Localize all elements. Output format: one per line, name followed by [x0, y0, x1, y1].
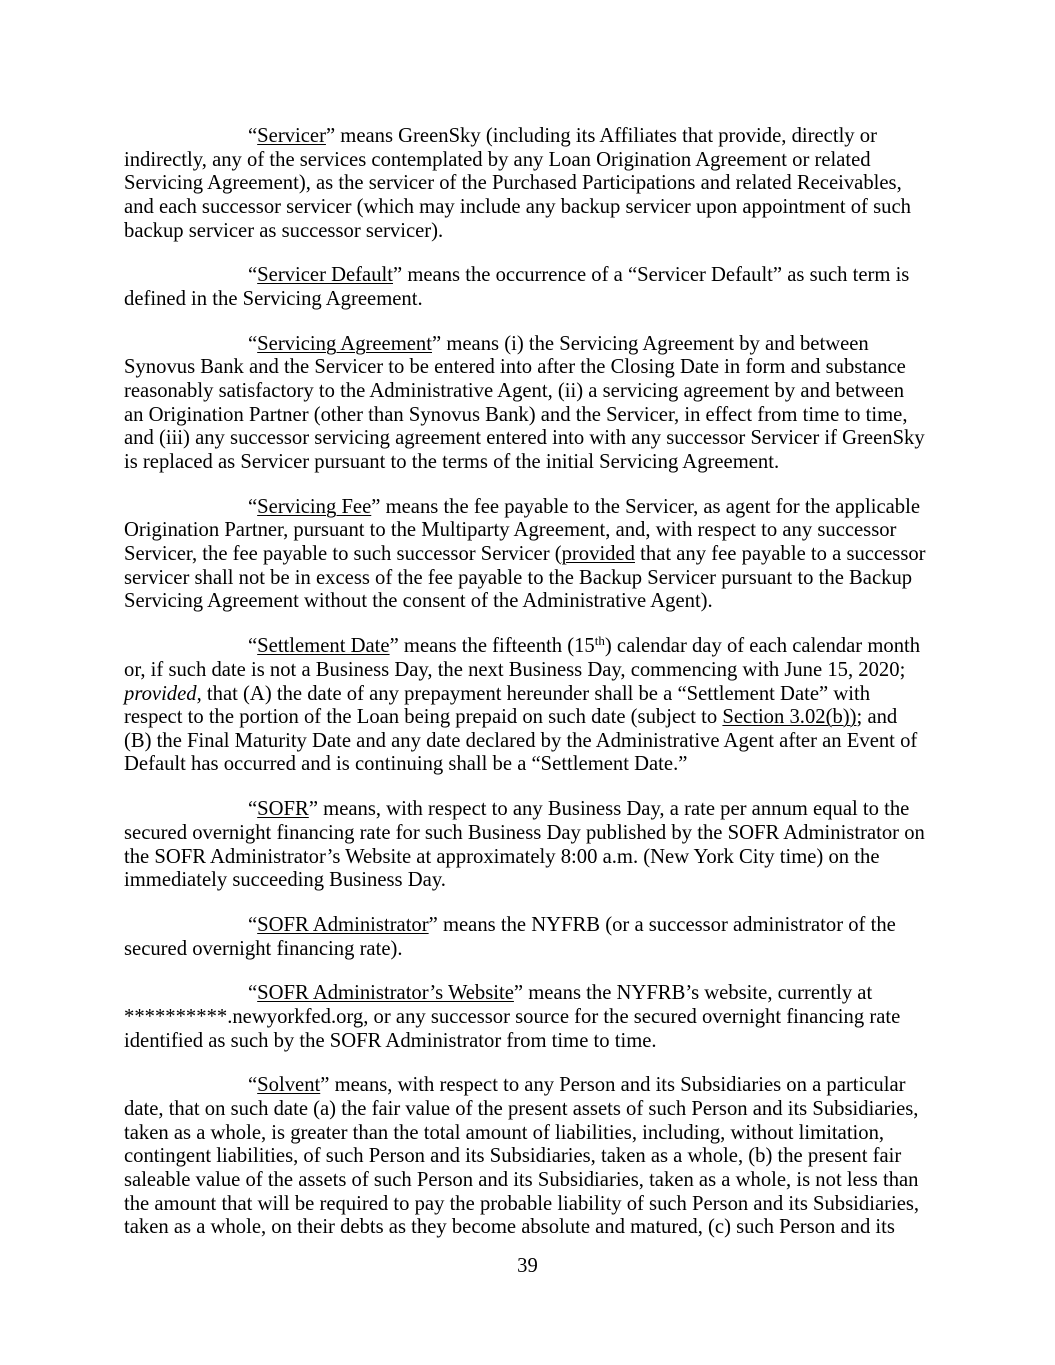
text-line: [124, 288, 934, 312]
text-line: [124, 519, 934, 543]
text-run: Default has occurred and is continuing shall be a “Settlement Date.”: [124, 753, 688, 776]
text-run: reasonably satisfactory to the Administrative Agent, (ii) a servicing agreement by and between: [124, 380, 905, 403]
defined-term: Servicer: [257, 125, 326, 147]
text-line: [124, 404, 934, 428]
text-line: [124, 1216, 934, 1240]
text-run: secured overnight financing rate).: [124, 937, 403, 960]
text-run: the amount that will be required to pay the probable liability of such Person and its Subsidiaries,: [124, 1192, 920, 1215]
text-run: taken as a whole, is greater than the total amount of liabilities, including, without limitation,: [124, 1121, 885, 1144]
text-run: date, that on such date (a) the fair value of the present assets of such Person and its Subsidiaries,: [124, 1098, 919, 1121]
text-line: [124, 451, 934, 475]
text-line: [124, 427, 934, 451]
text-run: servicer shall not be in excess of the fee payable to the Backup Servicer pursuant to the Backup: [124, 566, 913, 589]
text-line: [124, 496, 934, 520]
text-line: [124, 264, 934, 288]
underlined-emphasis: provided: [561, 543, 635, 566]
text-line: [124, 356, 934, 380]
defined-term: Settlement Date: [257, 635, 390, 658]
text-run: contingent liabilities, of such Person and its Subsidiaries, taken as a whole, (b) the present fair: [124, 1145, 902, 1168]
text-run: and (iii) any successor servicing agreement entered into with any successor Servicer if GreenSky: [124, 427, 925, 450]
section-reference: Section 3.02(b)): [722, 706, 857, 729]
text-run: “: [248, 264, 258, 287]
defined-term: Solvent: [257, 1074, 321, 1097]
text-run: ; and: [856, 706, 898, 729]
text-line: [124, 1030, 934, 1054]
text-run: “: [248, 125, 258, 147]
page-number: 39: [517, 1255, 538, 1277]
text-run: taken as a whole, on their debts as they become absolute and matured, (c) such Person and its: [124, 1216, 895, 1239]
definition-solvent: [124, 1074, 934, 1240]
text-line: [124, 567, 934, 591]
text-run: ” means the NYFRB (or a successor administrator of the: [428, 913, 896, 936]
text-line: [124, 914, 934, 938]
text-run: Origination Partner, pursuant to the Multiparty Agreement, and, with respect to any successor: [124, 519, 897, 542]
text-line: [124, 635, 934, 659]
text-run: ” means, with respect to any Person and its Subsidiaries on a particular: [320, 1074, 906, 1097]
text-run: defined in the Servicing Agreement.: [124, 288, 423, 311]
text-line: [124, 1074, 934, 1098]
text-line: [124, 1006, 934, 1030]
text-run: ” means the fee payable to the Servicer, as agent for the applicable: [371, 495, 921, 518]
text-line: [124, 590, 934, 614]
text-line: [124, 220, 934, 244]
definition-sofr-administrator: [124, 914, 934, 961]
text-run: secured overnight financing rate for such Business Day published by the SOFR Administrator on: [124, 821, 925, 844]
italic-emphasis: provided: [124, 682, 197, 705]
text-line: [124, 730, 934, 754]
definition-sofr: [124, 798, 934, 893]
text-run: **********.newyorkfed.org, or any successor source for the secured overnight financing rate: [124, 1006, 901, 1028]
text-run: is replaced as Servicer pursuant to the terms of the initial Servicing Agreement.: [124, 451, 780, 474]
text-run: that any fee payable to a successor: [634, 543, 926, 566]
definition-servicer-default: [124, 264, 934, 311]
text-line: [124, 683, 934, 707]
text-run: “: [248, 913, 258, 936]
text-run: Servicing Agreement without the consent of the Administrative Agent).: [124, 590, 713, 613]
text-line: [124, 938, 934, 962]
text-run: backup servicer as successor servicer).: [124, 219, 444, 242]
text-run: ” means the NYFRB’s website, currently at: [513, 982, 873, 1005]
text-run: (B) the Final Maturity Date and any date declared by the Administrative Agent after an Event of: [124, 729, 918, 752]
text-run: indirectly, any of the services contemplated by any Loan Origination Agreement or related: [124, 148, 871, 171]
text-run: ” means the occurrence of a “Servicer Default” as such term is: [393, 264, 910, 287]
ordinal-superscript: th: [594, 633, 605, 649]
text-line: [124, 1193, 934, 1217]
text-line: [124, 380, 934, 404]
text-line: [124, 196, 934, 220]
text-run: “: [248, 495, 258, 518]
text-run: “: [248, 1074, 258, 1097]
defined-term: Servicing Fee: [257, 495, 372, 518]
text-run: an Origination Partner (other than Synovus Bank) and the Servicer, in effect from time to time,: [124, 403, 908, 426]
text-run: ” means, with respect to any Business Day, a rate per annum equal to the: [308, 798, 910, 821]
text-run: the SOFR Administrator’s Website at approximately 8:00 a.m. (New York City time) on the: [124, 845, 880, 868]
text-run: and each successor servicer (which may include any backup servicer upon appointment of such: [124, 195, 911, 218]
text-run: Servicer, the fee payable to such successor Servicer (: [124, 543, 562, 566]
text-line: [124, 706, 934, 730]
text-run: “: [248, 798, 258, 821]
text-run: or, if such date is not a Business Day, the next Business Day, commencing with June 15, 2020;: [124, 658, 906, 681]
definition-settlement-date: [124, 635, 934, 777]
definition-sofr-administrator-s-website: [124, 982, 934, 1053]
text-run: immediately succeeding Business Day.: [124, 869, 446, 892]
text-line: [124, 333, 934, 357]
text-line: [124, 798, 934, 822]
text-line: [124, 822, 934, 846]
text-run: “: [248, 635, 258, 658]
text-run: “: [248, 982, 258, 1005]
definition-servicer: [124, 125, 934, 243]
text-run: saleable value of the assets of such Person and its Subsidiaries, taken as a whole, is not less than: [124, 1169, 919, 1192]
text-run: ) calendar day of each calendar month: [604, 635, 921, 658]
text-run: , that (A) the date of any prepayment hereunder shall be a “Settlement Date” with: [196, 682, 871, 705]
text-line: [124, 869, 934, 893]
text-run: respect to the portion of the Loan being prepaid on such date (subject to: [124, 706, 723, 729]
text-line: [124, 846, 934, 870]
text-line: [124, 1169, 934, 1193]
text-run: identified as such by the SOFR Administrator from time to time.: [124, 1029, 657, 1052]
text-line: [124, 172, 934, 196]
text-run: ” means the fifteenth (15: [389, 635, 595, 658]
text-line: [124, 1122, 934, 1146]
text-line: [124, 1145, 934, 1169]
definition-servicing-fee: [124, 496, 934, 614]
definition-servicing-agreement: [124, 333, 934, 475]
text-line: [124, 1098, 934, 1122]
definitions-body: [124, 125, 934, 1261]
text-line: [124, 149, 934, 173]
text-run: “: [248, 332, 258, 355]
defined-term: SOFR: [257, 798, 309, 821]
text-line: [124, 982, 934, 1006]
text-line: [124, 125, 934, 149]
text-line: [124, 753, 934, 777]
text-run: ” means (i) the Servicing Agreement by and between: [432, 332, 869, 355]
defined-term: Servicer Default: [257, 264, 393, 287]
text-line: [124, 543, 934, 567]
defined-term: Servicing Agreement: [257, 332, 432, 355]
text-run: Synovus Bank and the Servicer to be entered into after the Closing Date in form and substance: [124, 356, 906, 379]
defined-term: SOFR Administrator’s Website: [257, 982, 514, 1005]
text-run: Servicing Agreement), as the servicer of the Purchased Participations and related Receivables,: [124, 172, 902, 195]
defined-term: SOFR Administrator: [257, 913, 429, 936]
text-line: [124, 659, 934, 683]
text-run: ” means GreenSky (including its Affiliates that provide, directly or: [325, 125, 877, 147]
